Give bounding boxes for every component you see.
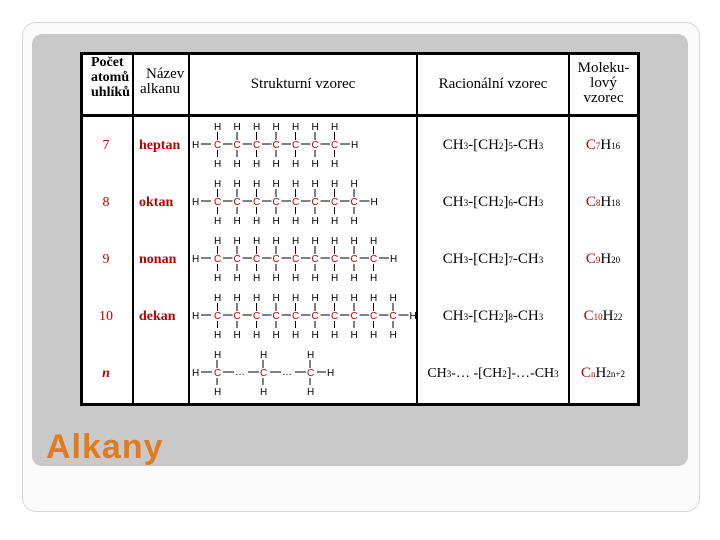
structure-drawing	[190, 174, 416, 231]
atom-c: C	[292, 254, 300, 265]
rf-a: CH	[427, 365, 447, 381]
atom-h: H	[214, 236, 222, 247]
mf-h-sub: 16	[611, 140, 621, 151]
atom-c: C	[253, 197, 261, 208]
atom-c: C	[233, 140, 241, 151]
atom-c: C	[389, 311, 397, 322]
atom-h: H	[331, 159, 339, 170]
atom-c: C	[272, 140, 280, 151]
header-count-line3: uhlíků	[91, 85, 130, 100]
atom-h: H	[292, 273, 300, 284]
atom-c: C	[331, 254, 339, 265]
atom-h: H	[331, 216, 339, 227]
rf-b: -[CH	[468, 251, 499, 267]
structure-group	[192, 293, 417, 341]
mf-h: H	[595, 365, 607, 381]
atom-h: H	[292, 236, 300, 247]
atom-h: H	[253, 122, 261, 133]
atom-c: C	[233, 311, 241, 322]
atom-h: H	[233, 159, 241, 170]
atom-h: H	[272, 236, 280, 247]
rf-b-sub: 2	[502, 368, 507, 379]
rf-c: ]	[503, 308, 509, 324]
atom-h: H	[233, 293, 241, 304]
mf-c: C	[581, 365, 592, 381]
atom-h: H	[272, 293, 280, 304]
atom-c: C	[214, 311, 222, 322]
atom-h: H	[350, 273, 358, 284]
header-name	[134, 55, 188, 114]
mf-c: C	[585, 194, 596, 210]
atom-h: H	[292, 159, 300, 170]
atom-c: C	[311, 311, 319, 322]
rf-b: -[CH	[468, 308, 499, 324]
mf-c-sub: 9	[595, 254, 601, 265]
header-name-line1: Název	[146, 66, 185, 82]
atom-h: H	[233, 273, 241, 284]
rf-a: CH	[442, 308, 464, 324]
ellipsis: …	[235, 367, 245, 378]
atom-h: H	[214, 293, 222, 304]
rf-a: CH	[442, 251, 464, 267]
mf-h-sub: 18	[611, 197, 621, 208]
atom-h: H	[350, 216, 358, 227]
atom-h: H	[331, 122, 339, 133]
header-molecular-line2: lový	[590, 75, 617, 91]
mf-c: C	[585, 251, 596, 267]
molecular-formula	[570, 117, 636, 174]
atom-h: H	[311, 293, 319, 304]
atom-c: C	[214, 140, 222, 151]
structural-formula	[190, 288, 416, 345]
atom-c: C	[253, 254, 261, 265]
atom-h: H	[253, 273, 261, 284]
ellipsis: …	[282, 367, 292, 378]
rf-c-sub: 7	[508, 254, 513, 265]
alkane-name: heptan	[139, 137, 181, 153]
rf-c-sub: 8	[508, 311, 513, 322]
rf-d-sub: 3	[538, 140, 544, 151]
atom-h: H	[331, 293, 339, 304]
table-row	[80, 288, 640, 345]
atom-h: H	[214, 330, 222, 341]
atom-c: C	[272, 197, 280, 208]
structure-drawing	[190, 231, 416, 288]
mf-c-sub: 10	[593, 311, 603, 322]
atom-h: H	[253, 293, 261, 304]
header-rational: Racionální vzorec	[418, 55, 568, 114]
atom-c: C	[331, 311, 339, 322]
atom-h: H	[253, 236, 261, 247]
structure-drawing	[190, 288, 416, 345]
structure-group	[192, 179, 378, 227]
atom-c: C	[311, 197, 319, 208]
atom-c: C	[272, 311, 280, 322]
atom-h: H	[233, 236, 241, 247]
rf-b-sub: 2	[498, 254, 504, 265]
atom-h: H	[331, 179, 339, 190]
atom-h: H	[272, 216, 280, 227]
structural-formula	[190, 117, 416, 174]
carbon-count: 8	[102, 194, 110, 210]
structure-group	[192, 236, 397, 284]
atom-h: H	[292, 216, 300, 227]
rf-c-sub: 5	[508, 140, 513, 151]
atom-h: H	[389, 330, 397, 341]
atom-c: C	[311, 140, 319, 151]
rf-c: ]	[506, 365, 512, 381]
atom-h: H	[370, 273, 378, 284]
atom-c: C	[307, 368, 315, 379]
atom-h: H	[253, 216, 261, 227]
mf-h: H	[600, 194, 612, 210]
atom-c: C	[272, 254, 280, 265]
alkane-name: nonan	[139, 251, 177, 267]
mf-h: H	[600, 251, 612, 267]
rf-a: CH	[442, 137, 464, 153]
atom-h: H	[253, 179, 261, 190]
atom-c: C	[331, 140, 339, 151]
rf-d-sub: 3	[538, 197, 544, 208]
header-molecular	[570, 55, 637, 114]
atom-h: H	[370, 236, 378, 247]
structure-group	[192, 122, 358, 170]
mf-c-sub: 7	[595, 140, 601, 151]
atom-h: H	[331, 273, 339, 284]
rf-d-sub: 3	[554, 368, 559, 379]
atom-h: H	[192, 311, 200, 322]
rf-b-sub: 2	[498, 140, 504, 151]
atom-c: C	[350, 254, 358, 265]
atom-h: H	[260, 350, 268, 361]
atom-h: H	[351, 140, 359, 151]
atom-h: H	[327, 368, 335, 379]
rf-a-sub: 3	[463, 197, 469, 208]
rational-formula	[418, 174, 568, 231]
atom-h: H	[272, 122, 280, 133]
atom-c: C	[370, 254, 378, 265]
molecular-formula	[570, 288, 636, 345]
atom-c: C	[292, 197, 300, 208]
rf-d: -CH	[512, 251, 539, 267]
atom-c: C	[233, 254, 241, 265]
structural-formula	[190, 231, 416, 288]
atom-h: H	[192, 197, 200, 208]
table-row	[80, 345, 640, 402]
rf-a-sub: 3	[463, 311, 469, 322]
alkane-name: dekan	[139, 308, 176, 324]
alkane-name	[134, 345, 188, 402]
mf-h-sub: 20	[611, 254, 621, 265]
rf-c: ]	[503, 137, 509, 153]
header-count-line2: atomů	[91, 70, 130, 85]
rf-d: -CH	[512, 137, 539, 153]
atom-h: H	[272, 273, 280, 284]
atom-c: C	[292, 311, 300, 322]
atom-h: H	[350, 179, 358, 190]
atom-h: H	[292, 179, 300, 190]
rf-a-sub: 3	[463, 140, 469, 151]
atom-h: H	[311, 216, 319, 227]
carbon-count: n	[102, 365, 110, 381]
atom-h: H	[214, 216, 222, 227]
table-row	[80, 117, 640, 174]
atom-h: H	[307, 350, 315, 361]
structural-formula	[190, 174, 416, 231]
atom-h: H	[214, 159, 222, 170]
atom-h: H	[350, 236, 358, 247]
rational-formula	[418, 117, 568, 174]
atom-h: H	[311, 236, 319, 247]
atom-c: C	[311, 254, 319, 265]
atom-h: H	[311, 179, 319, 190]
molecular-formula	[570, 345, 636, 402]
atom-h: H	[370, 197, 378, 208]
atom-h: H	[253, 330, 261, 341]
atom-h: H	[272, 159, 280, 170]
mf-c-sub: 8	[595, 197, 601, 208]
mf-c: C	[583, 308, 594, 324]
mf-h-sub: 2n+2	[606, 368, 625, 379]
alkane-name: oktan	[139, 194, 174, 210]
atom-h: H	[292, 330, 300, 341]
atom-h: H	[272, 179, 280, 190]
atom-h: H	[311, 159, 319, 170]
mf-h: H	[600, 137, 612, 153]
atom-h: H	[253, 159, 261, 170]
atom-h: H	[233, 122, 241, 133]
atom-c: C	[350, 311, 358, 322]
atom-h: H	[260, 387, 268, 398]
atom-h: H	[370, 293, 378, 304]
slide-title: Alkany	[46, 428, 164, 466]
atom-c: C	[233, 197, 241, 208]
atom-c: C	[292, 140, 300, 151]
atom-c: C	[260, 368, 268, 379]
rf-d: -…-CH	[511, 365, 555, 381]
rational-formula	[418, 345, 568, 402]
rational-formula	[418, 288, 568, 345]
atom-h: H	[350, 293, 358, 304]
atom-c: C	[253, 311, 261, 322]
atom-h: H	[192, 368, 200, 379]
atom-h: H	[214, 387, 222, 398]
rf-b: -… -[CH	[451, 365, 503, 381]
atom-h: H	[192, 140, 200, 151]
rf-b-sub: 2	[498, 197, 504, 208]
rf-a: CH	[442, 194, 464, 210]
carbon-count: 7	[102, 137, 110, 153]
atom-h: H	[389, 293, 397, 304]
atom-h: H	[272, 330, 280, 341]
rf-d: -CH	[512, 194, 539, 210]
atom-h: H	[233, 330, 241, 341]
atom-h: H	[307, 387, 315, 398]
atom-h: H	[370, 330, 378, 341]
header-count-line1: Počet	[91, 55, 124, 70]
atom-c: C	[253, 140, 261, 151]
mf-c-sub: n	[591, 368, 596, 379]
mf-h: H	[602, 308, 614, 324]
atom-c: C	[214, 197, 222, 208]
atom-h: H	[214, 179, 222, 190]
rf-c: ]	[503, 251, 509, 267]
table-row	[80, 231, 640, 288]
atom-h: H	[311, 122, 319, 133]
carbon-count: 9	[102, 251, 110, 267]
atom-h: H	[192, 254, 200, 265]
atom-c: C	[214, 254, 222, 265]
atom-h: H	[214, 122, 222, 133]
table-row	[80, 174, 640, 231]
header-name-line2: alkanu	[140, 81, 180, 97]
rational-formula	[418, 231, 568, 288]
rf-a-sub: 3	[446, 368, 452, 379]
atom-h: H	[350, 330, 358, 341]
atom-c: C	[370, 311, 378, 322]
carbon-count: 10	[99, 308, 113, 324]
atom-h: H	[214, 273, 222, 284]
molecular-formula	[570, 174, 636, 231]
rf-d-sub: 3	[538, 254, 544, 265]
molecular-formula	[570, 231, 636, 288]
structure-drawing	[190, 117, 416, 174]
mf-h-sub: 22	[613, 311, 623, 322]
mf-c: C	[585, 137, 596, 153]
atom-h: H	[311, 330, 319, 341]
atom-c: C	[350, 197, 358, 208]
rf-d: -CH	[512, 308, 539, 324]
atom-h: H	[390, 254, 398, 265]
rf-b: -[CH	[468, 137, 499, 153]
atom-h: H	[331, 236, 339, 247]
atom-c: C	[214, 368, 222, 379]
atom-h: H	[311, 273, 319, 284]
rf-a-sub: 3	[463, 254, 469, 265]
atom-h: H	[292, 122, 300, 133]
header-molecular-line3: vzorec	[583, 90, 624, 106]
atom-h: H	[233, 216, 241, 227]
atom-h: H	[331, 330, 339, 341]
atom-h: H	[233, 179, 241, 190]
header-count	[83, 55, 132, 114]
general-structure-drawing	[190, 345, 416, 402]
rf-b-sub: 2	[498, 311, 504, 322]
atom-c: C	[331, 197, 339, 208]
atom-h: H	[214, 350, 222, 361]
header-molecular-line1: Moleku-	[577, 60, 630, 76]
rf-b: -[CH	[468, 194, 499, 210]
rf-c-sub: 6	[508, 197, 513, 208]
header-structural: Strukturní vzorec	[190, 55, 416, 114]
atom-h: H	[409, 311, 417, 322]
rf-d-sub: 3	[538, 311, 544, 322]
rf-c: ]	[503, 194, 509, 210]
atom-h: H	[292, 293, 300, 304]
alkane-table	[80, 52, 640, 406]
structural-formula-general	[190, 345, 416, 402]
